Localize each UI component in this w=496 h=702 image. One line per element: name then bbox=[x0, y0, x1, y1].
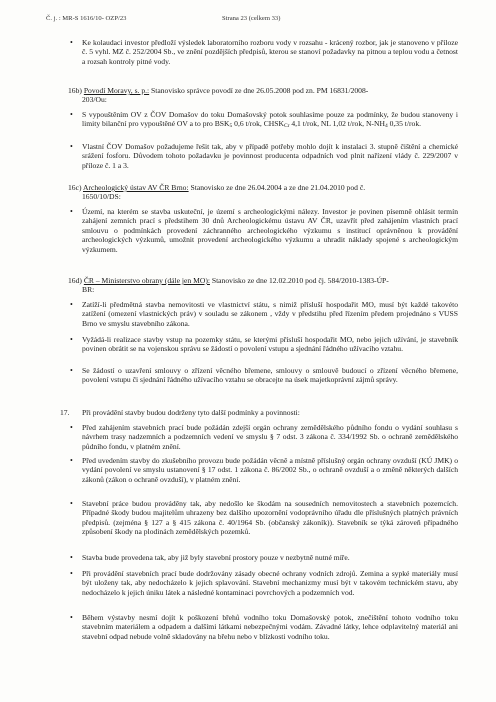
damage-prevention-bullet: • Stavební práce budou prováděny tak, aby nedošlo ke škodám na sousedních nemovitostech a stavebních pozemcích. Případné škody budou majitelům uhrazeny bez dalšího upozornění vodoprávního úřadu dle příslušných platných právních předpisů. (zejména § 127 a § 415 zákona č. 40/1964 Sb. (občanský zákoník)). Stavebník se týká zároveň případného způsobení škody na plodinách zemědělských pozemků. bbox=[82, 499, 458, 537]
statement-reference: BR: bbox=[82, 285, 95, 295]
statement-text: Stanovisko ze dne 26.04.2004 a ze dne 21.04.2010 pod č. bbox=[188, 183, 366, 192]
organization-name: Archeologický ústav AV ČR Brno: bbox=[82, 183, 189, 192]
state-property-bullet: • Zatíží-li předmětná stavba nemovitosti ve vlastnictví státu, s nimiž přísluší hospodařit MO, musí být každé takovéto zatížení (omezení vlastnických práv) v souladu se zákonem , vždy v předstihu před řízením předem projednáno s VUSS Brno ve smyslu stavebního zákona. bbox=[82, 300, 458, 328]
document-reference: Č. j. : MR-S 1616/10- OZP/23 bbox=[46, 15, 127, 22]
section-17-heading bbox=[60, 408, 460, 417]
page-number: Strana 23 (celkem 33) bbox=[222, 15, 281, 22]
section-number: 16c) bbox=[68, 183, 82, 192]
section-number: 17. bbox=[60, 408, 70, 417]
archaeology-bullet: • Území, na kterém se stavba uskuteční, je území s archeologickými nálezy. Investor je povinen písemně ohlásit termín zahájení zemních prací s předstihem 30 dnů Archeologickému ústavu AV ČR, uzavřít před zahájením vlastních prací smlouvu o podmínkách provedení záchranného archeologického výzkumu s institucí oprávněnou k provádění archeologických výzkumů, umožnit provedení archeologického výzkumu a uhradit náklady spojené s archeologickým výzkumem. bbox=[82, 207, 458, 254]
construction-scope-bullet: • Stavba bude provedena tak, aby již byly stavební prostory pouze v nezbytně nutné míře. bbox=[82, 553, 458, 562]
statement-text: Stanovisko správce povodí ze dne 26.05.2008 pod zn. PM 16831/2008- bbox=[149, 86, 369, 95]
statement-reference: 203/Ou: bbox=[82, 95, 107, 105]
section-number: 16d) bbox=[68, 276, 82, 285]
statement-reference: 1650/10/DS: bbox=[82, 192, 121, 202]
organization-name: ČR – Ministerstvo obrany (dále jen MO): bbox=[83, 276, 210, 285]
section-number: 16b) bbox=[68, 86, 82, 95]
laboratory-analysis-bullet: • Ke kolaudaci investor předloží výsledek laboratorního rozboru vody v rozsahu - krácený rozbor, jak je stanoveno v příloze č. 5 vyhl. MZ č. 252/2004 Sb., ve znění pozdějších předpisů, kterou se stanoví požadavky na pitnou a teplou vodu a četnost a rozsah kontroly pitné vody. bbox=[82, 38, 458, 66]
discharge-limits-bullet: • S vypouštěním OV z ČOV Domašov do toku Domašovský potok souhlasíme pouze za podmínky, že budou stanoveny i limity bilanční pro vypouštěné OV a to pro BSK5 0,6 t/rok, CHSKCr 4,1 t/rok, NL 1,02 t/rok, N-NH4 0,35 t/rok. bbox=[82, 110, 458, 132]
section-intro: Při provádění stavby budou dodrženy tyto další podmínky a povinnosti: bbox=[82, 408, 300, 417]
watercourse-bullet: • Během výstavby nesmí dojít k poškození břehů vodního toku Domašovský potok, znečištění tohoto vodního toku stavebním materiálem a odpadem a dalšími látkami nebezpečnými vodám. Závadné látky, lehce odplavitelný materiál ani stavební odpad nebude volně skladovány na břehu nebo v blízkosti vodního toku. bbox=[82, 613, 458, 641]
statement-text: Stanovisko ze dne 12.02.2010 pod čj. 584/2010-1383-ÚP- bbox=[209, 276, 389, 285]
agricultural-land-bullet: • Před zahájením stavebních prací bude požádán zdejší orgán ochrany zemědělského půdního fondu o vydání souhlasu s návrhem trasy nadzemních a podzemních vedení ve smyslu § 7 odst. 3 zákona č. 334/1992 Sb. o ochraně zemědělského půdního fondu, v platném znění. bbox=[82, 423, 458, 451]
section-16d-heading bbox=[68, 276, 460, 295]
easement-contract-bullet: • Se žádostí o uzavření smlouvy o zřízení věcného břemene, smlouvy o smlouvě budoucí o zřízení věcného břemene, povolení vstupu či sjednání řádného užívacího vztahu se obracejte na úsek majetkoprávní zájmů správy. bbox=[82, 366, 458, 385]
section-16b-heading bbox=[68, 86, 460, 105]
section-16c-heading bbox=[68, 183, 460, 202]
treatment-stage-bullet: • Vlastní ČOV Domašov požadujeme řešit tak, aby v případě potřeby mohlo dojít k instalaci 3. stupně čištění a chemické srážení fosforu. Důvodem tohoto požadavku je povinnost producenta odpadních vod plnit nařízení vlády č. 229/2007 v příloze č. 1 a 3. bbox=[82, 142, 458, 170]
land-access-bullet: • Vyžádá-li realizace stavby vstup na pozemky státu, se kterými přísluší hospodařit MO, nebo jejich užívání, je stavebník povinen obrátit se na vojenskou správu se žádostí o povolení vstupu a sjednání řádného užívacího vztahu. bbox=[82, 335, 458, 354]
water-protection-bullet: • Při provádění stavebních prací bude dodržovány zásady obecné ochrany vodních zdrojů. Zemina a sypké materiály musí být uloženy tak, aby nedocházelo k jejich splavování. Stavební mechanizmy musí být v takovém technickém stavu, aby nedocházelo k jejich úniku látek a následné kontaminaci povrchových a podzemních vod. bbox=[82, 569, 458, 597]
organization-name: Povodí Moravy, s. p.: bbox=[83, 86, 150, 95]
air-protection-bullet: • Před uvedením stavby do zkušebního provozu bude požádán věcně a místně příslušný orgán ochrany ovzduší (KÚ JMK) o vydání povolení ve smyslu ustanovení § 17 odst. 1 zákona č. 86/2002 Sb., o ochraně ovzduší a o změně některých dalších zákonů (zákon o ochraně ovzduší), v platném znění. bbox=[82, 456, 458, 484]
